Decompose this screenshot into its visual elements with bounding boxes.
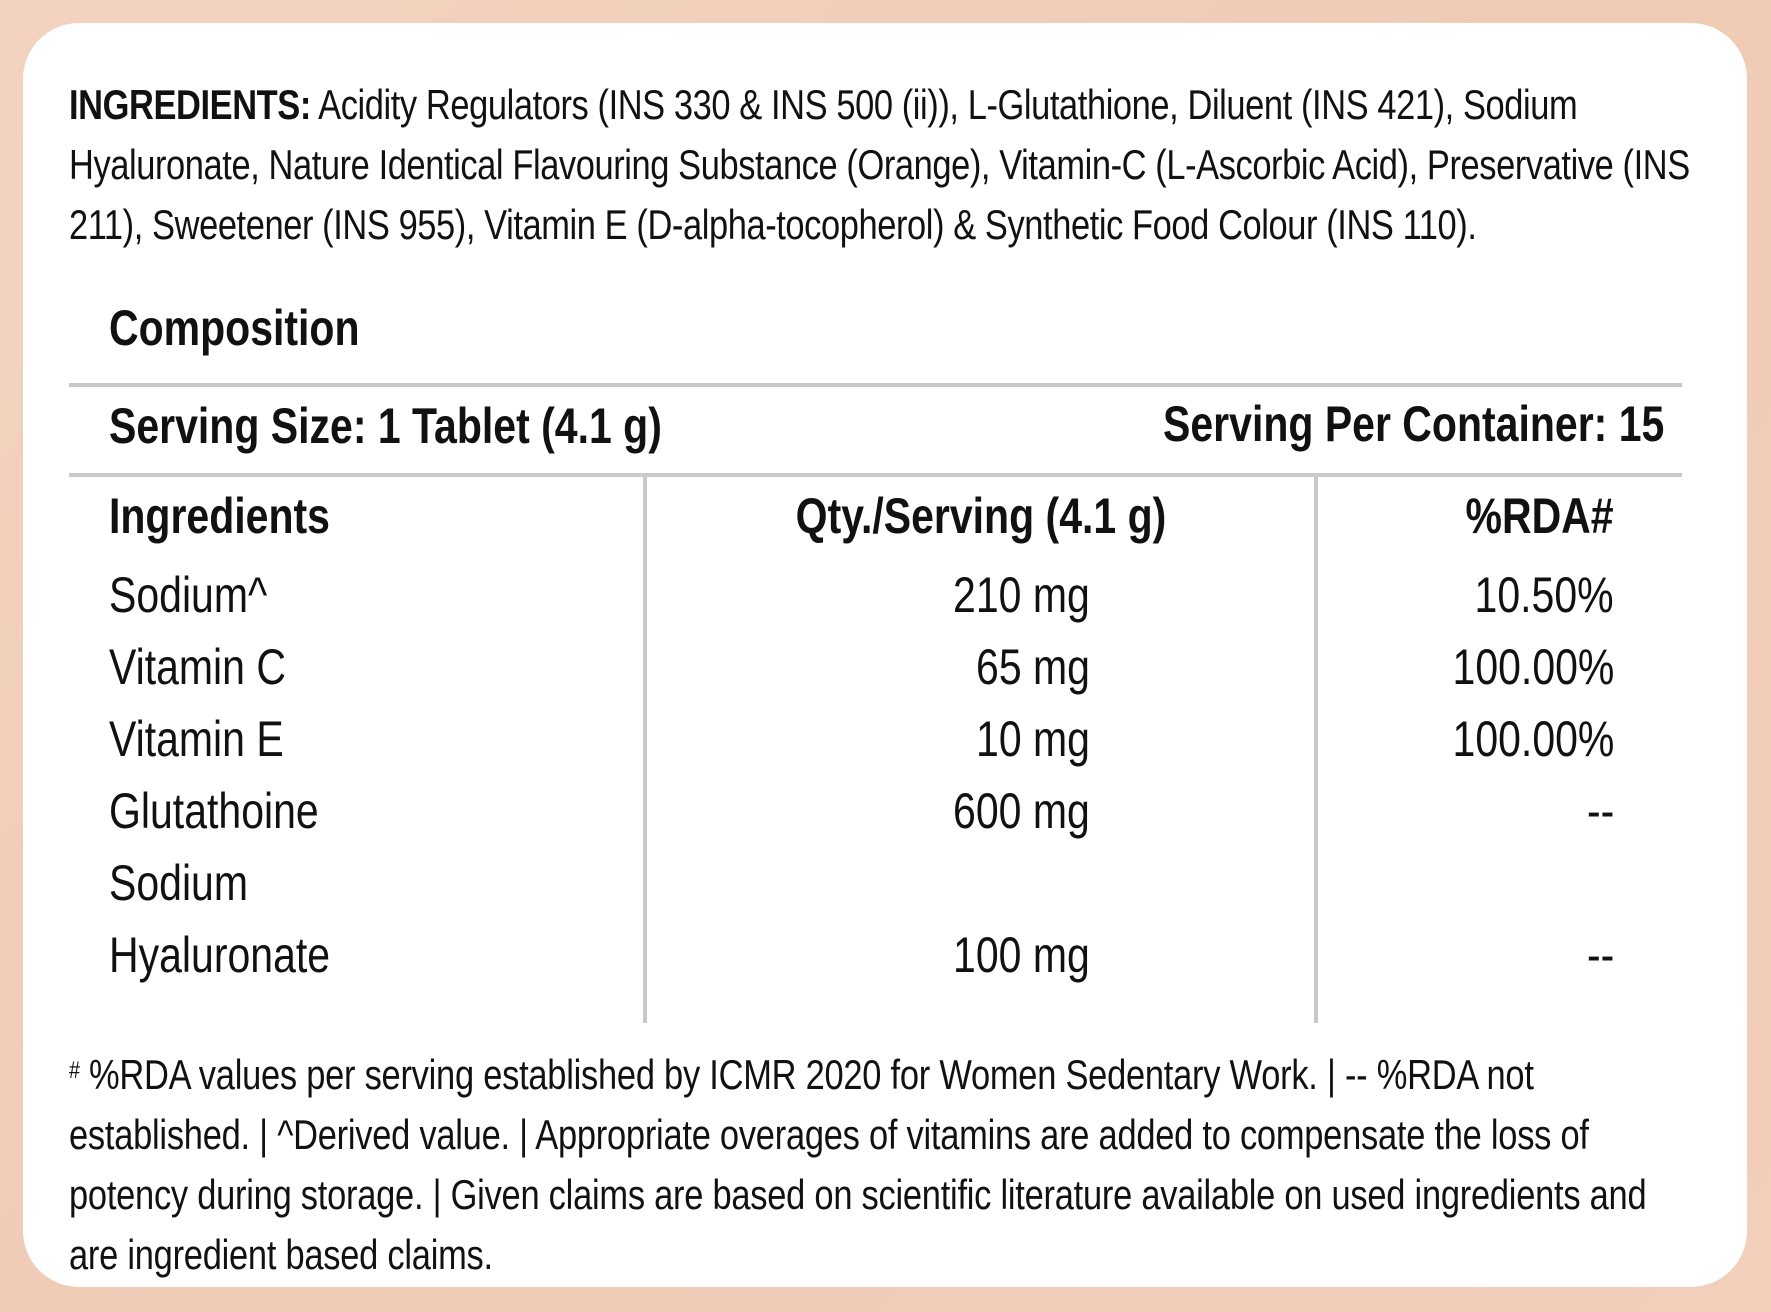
row-ingredient: Vitamin E (109, 711, 284, 767)
table-row (69, 710, 1682, 782)
column-header-rda: %RDA# (1465, 488, 1614, 544)
column-header-qty: Qty./Serving (4.1 g) (795, 488, 1166, 544)
table-row (69, 926, 1682, 998)
row-ingredient: Vitamin C (109, 639, 286, 695)
row-qty: 65 mg (976, 639, 1090, 695)
row-qty: 10 mg (976, 711, 1090, 767)
composition-title: Composition (109, 300, 360, 356)
footnote-paragraph (69, 1045, 1697, 1285)
row-qty: 600 mg (953, 783, 1090, 839)
label-card (23, 23, 1747, 1287)
footnote (69, 1045, 1647, 1285)
row-rda: 100.00% (1452, 711, 1614, 767)
row-qty: 100 mg (953, 927, 1090, 983)
table-row (69, 782, 1682, 854)
table-header-rule (69, 473, 1682, 477)
table-row (69, 638, 1682, 710)
column-header-ingredients: Ingredients (109, 488, 330, 544)
row-rda: -- (1586, 927, 1614, 983)
table-top-rule (69, 383, 1682, 387)
serving-size: Serving Size: 1 Tablet (4.1 g) (109, 398, 662, 454)
footnote-text: %RDA values per serving established by ICMR 2020 for Women Sedentary Work. | -- %RDA not established. | ^Derived value. | Appropriate overages of vitamins are added to compensate the loss of potency during storage. | Given claims are based on scientific literature available on used ingredients and are ingredient based claims. (69, 1051, 1647, 1278)
row-ingredient: Hyaluronate (109, 927, 331, 983)
row-ingredient: Sodium (109, 855, 249, 911)
footnote-marker: # (69, 1057, 80, 1084)
row-rda: -- (1586, 783, 1614, 839)
ingredients-paragraph (69, 75, 1697, 255)
table-row (69, 566, 1682, 638)
ingredients-label: INGREDIENTS: (69, 81, 311, 128)
row-ingredient: Glutathoine (109, 783, 319, 839)
row-qty: 210 mg (953, 567, 1090, 623)
serving-per-container: Serving Per Container: 15 (1162, 396, 1664, 452)
row-rda: 10.50% (1474, 567, 1614, 623)
row-rda: 100.00% (1452, 639, 1614, 695)
ingredients-text: Acidity Regulators (INS 330 & INS 500 (ii)), L-Glutathione, Diluent (INS 421), Sodium Hyaluronate, Nature Identical Flavouring Substance (Orange), Vitamin-C (L-Ascorbic Acid), Preservative (INS 211), Sweetener (INS 955), Vitamin E (D-alpha-tocopherol) & Synthetic Food Colour (INS 110). (69, 81, 1690, 248)
ingredients-statement (69, 75, 1690, 255)
table-row (69, 854, 1682, 926)
row-ingredient: Sodium^ (109, 567, 268, 623)
